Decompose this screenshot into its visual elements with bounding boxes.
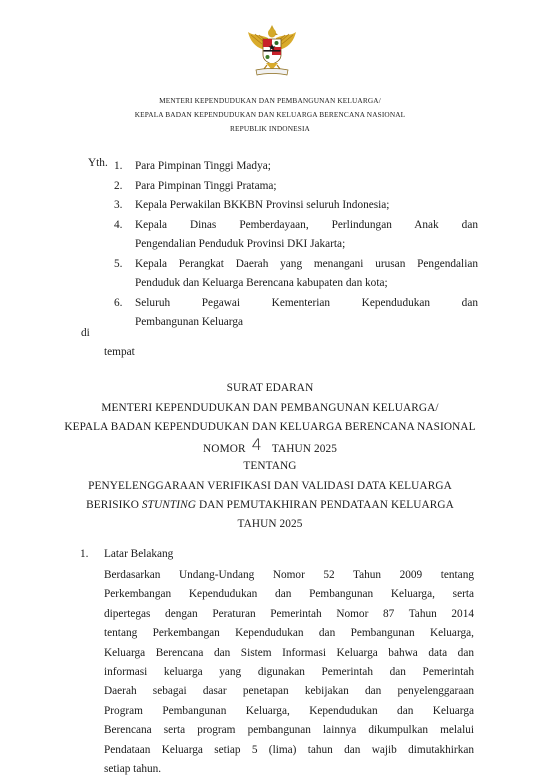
address-tempat: tempat (104, 346, 135, 358)
paragraph-line: tentang Perkembangan Kependudukan dan Pembangunan Keluarga, (104, 627, 474, 640)
nomor-line (0, 437, 540, 456)
paragraph-line: setiap tahun. (104, 763, 162, 775)
recipient-text: Para Pimpinan Tinggi Madya; (135, 160, 271, 172)
paragraph-line: Program Pembangunan Keluarga, Kependudukan dan Keluarga (104, 704, 474, 717)
recipient-text-line2: Pembangunan Keluarga (135, 316, 244, 328)
recipient-item (114, 196, 478, 216)
section-number: 1. (80, 548, 89, 560)
salutation-yth: Yth. (88, 157, 108, 169)
recipient-item (114, 294, 478, 333)
recipient-text-line1: Kepala Dinas Pemberdayaan, Perlindungan Anak dan (135, 218, 478, 231)
subject-italic-term: STUNTING (141, 499, 197, 511)
header-title-line1: MENTERI KEPENDUDUKAN DAN PEMBANGUNAN KELUARGA/ (159, 96, 381, 105)
recipient-text-line1: Seluruh Pegawai Kementerian Kependudukan dan (135, 296, 478, 309)
recipient-item (114, 157, 478, 177)
tentang-label: TENTANG (243, 460, 297, 472)
recipient-text: Kepala Perwakilan BKKBN Provinsi seluruh Indonesia; (135, 199, 390, 211)
recipient-text-line2: Penduduk dan Keluarga Berencana kabupaten dan kota; (135, 277, 388, 289)
garuda-emblem-icon (246, 22, 298, 80)
header-title-line3: REPUBLIK INDONESIA (230, 124, 310, 133)
nomor-label: NOMOR (203, 443, 246, 455)
paragraph-line: dipertegas dengan Peraturan Pemerintah Nomor 87 Tahun 2014 (104, 607, 474, 620)
recipient-item (114, 255, 478, 294)
paragraph-line: Daerah sebagai dasar penetapan kebijakan dan penyelenggaraan (104, 685, 474, 698)
subject-line2 (0, 499, 540, 511)
recipient-item (114, 177, 478, 197)
document-kind: SURAT EDARAN (226, 382, 314, 394)
recipient-number: 1. (114, 160, 123, 172)
subject-line1: PENYELENGGARAAN VERIFIKASI DAN VALIDASI DATA KELUARGA (88, 480, 452, 492)
paragraph-line: Berencana serta program pembangunan lainnya dikumpulkan melalui (104, 724, 474, 737)
paragraph-line: Pendataan Keluarga setiap 5 (lima) tahun dan wajib dimutakhirkan (104, 743, 474, 756)
header-title-line2: KEPALA BADAN KEPENDUDUKAN DAN KELUARGA BERENCANA NASIONAL (134, 110, 406, 119)
recipient-number: 4. (114, 218, 123, 231)
paragraph-line: Keluarga Berencana dan Sistem Informasi Keluarga bahwa data dan (104, 646, 474, 659)
subject-line3: TAHUN 2025 (237, 518, 303, 530)
recipient-text-line2: Pengendalian Penduduk Provinsi DKI Jakarta; (135, 238, 346, 250)
recipient-item (114, 216, 478, 255)
recipient-text-line1: Kepala Perangkat Daerah yang menangani urusan Pengendalian (135, 257, 478, 270)
recipient-text: Para Pimpinan Tinggi Pratama; (135, 179, 277, 192)
nomor-value: 4 (251, 435, 262, 454)
paragraph-line: informasi keluarga yang digunakan Pemerintah dan Pemerintah (104, 666, 474, 678)
paragraph-line: Berdasarkan Undang-Undang Nomor 52 Tahun 2009 tentang (104, 569, 474, 581)
recipient-number: 3. (114, 199, 123, 211)
tahun-label: TAHUN 2025 (271, 443, 337, 455)
title-line1: MENTERI KEPENDUDUKAN DAN PEMBANGUNAN KELUARGA/ (101, 402, 439, 414)
subject-text: DAN PEMUTAKHIRAN PENDATAAN KELUARGA (196, 499, 454, 511)
title-line2: KEPALA BADAN KEPENDUDUKAN DAN KELUARGA BERENCANA NASIONAL (64, 421, 476, 433)
recipient-number: 2. (114, 179, 123, 192)
recipient-number: 6. (114, 296, 123, 309)
address-di: di (81, 327, 90, 339)
paragraph-line: Perkembangan Kependudukan dan Pembangunan Keluarga, serta (104, 588, 474, 601)
section-title: Latar Belakang (104, 548, 174, 560)
recipient-number: 5. (114, 257, 123, 270)
recipient-list (114, 157, 478, 333)
subject-text: BERISIKO (86, 499, 142, 511)
